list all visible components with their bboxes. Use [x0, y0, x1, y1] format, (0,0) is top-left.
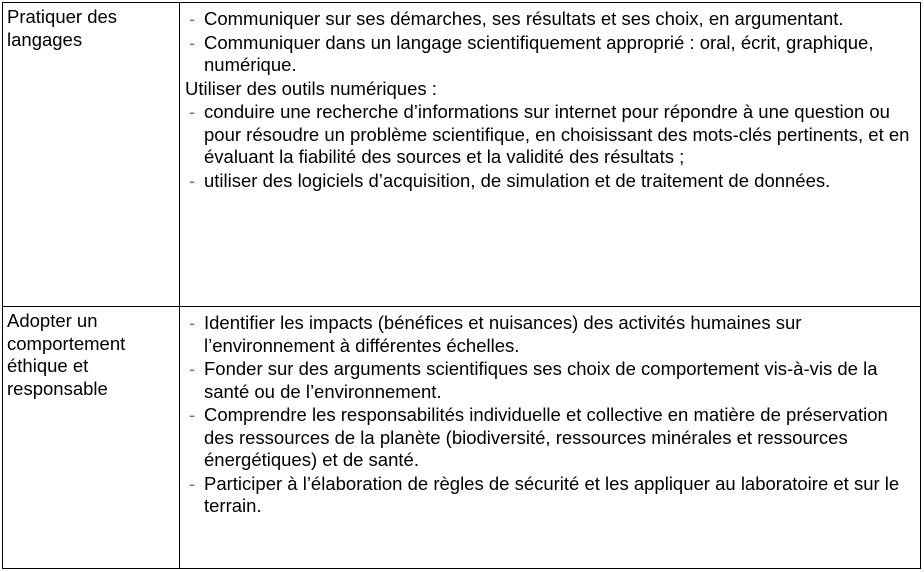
list-item [185, 101, 920, 169]
item-text: conduire une recherche d’informations sur internet pour répondre à une question ou pour résoudre un problème scientifique, en choisissant des mots-clés pertinents, et en évaluant la fiabilité des sources et la validité des résultats ; [204, 101, 910, 167]
domain-cell [3, 307, 180, 569]
list-item [185, 358, 920, 403]
list-item [185, 473, 920, 518]
dash-bullet: - [189, 8, 196, 29]
domain-label: Adopter un comportement éthique et responsable [7, 310, 126, 399]
list-item [185, 32, 920, 77]
dash-bullet: - [189, 472, 196, 494]
domain-label: Pratiquer des langages [7, 6, 118, 50]
item-text: Comprendre les responsabilités individuelle et collective en matière de préservation des ressources de la planète (biodiversité, ressources minérales et ressources énergétiques) et de santé. [204, 404, 888, 470]
dash-bullet: - [189, 101, 196, 122]
table-row [3, 307, 921, 569]
list-item [185, 170, 920, 193]
table-row [3, 3, 921, 307]
content-cell [180, 307, 921, 569]
item-text: Communiquer dans un langage scientifiquement approprié : oral, écrit, graphique, numérique. [204, 31, 874, 75]
item-text: Participer à l’élaboration de règles de sécurité et les appliquer au laboratoire et sur le terrain. [204, 472, 900, 516]
domain-cell [3, 3, 180, 307]
subheading: Utiliser des outils numériques : [185, 77, 437, 99]
item-text: Fonder sur des arguments scientifiques ses choix de comportement vis-à-vis de la santé ou de l’environnement. [204, 358, 878, 402]
content-cell [180, 3, 921, 307]
list-item [185, 8, 920, 31]
dash-bullet: - [189, 169, 196, 191]
dash-bullet: - [189, 358, 196, 379]
item-text: Communiquer sur ses démarches, ses résultats et ses choix, en argumentant. [204, 8, 844, 29]
item-text: utiliser des logiciels d’acquisition, de simulation et de traitement de données. [204, 169, 831, 191]
dash-bullet: - [189, 312, 196, 333]
dash-bullet: - [189, 31, 196, 53]
skills-table [2, 2, 921, 569]
dash-bullet: - [189, 404, 196, 425]
item-text: Identifier les impacts (bénéfices et nuisances) des activités humaines sur l’environnement à différentes échelles. [204, 312, 802, 356]
list-item [185, 404, 920, 472]
list-item [185, 312, 920, 357]
